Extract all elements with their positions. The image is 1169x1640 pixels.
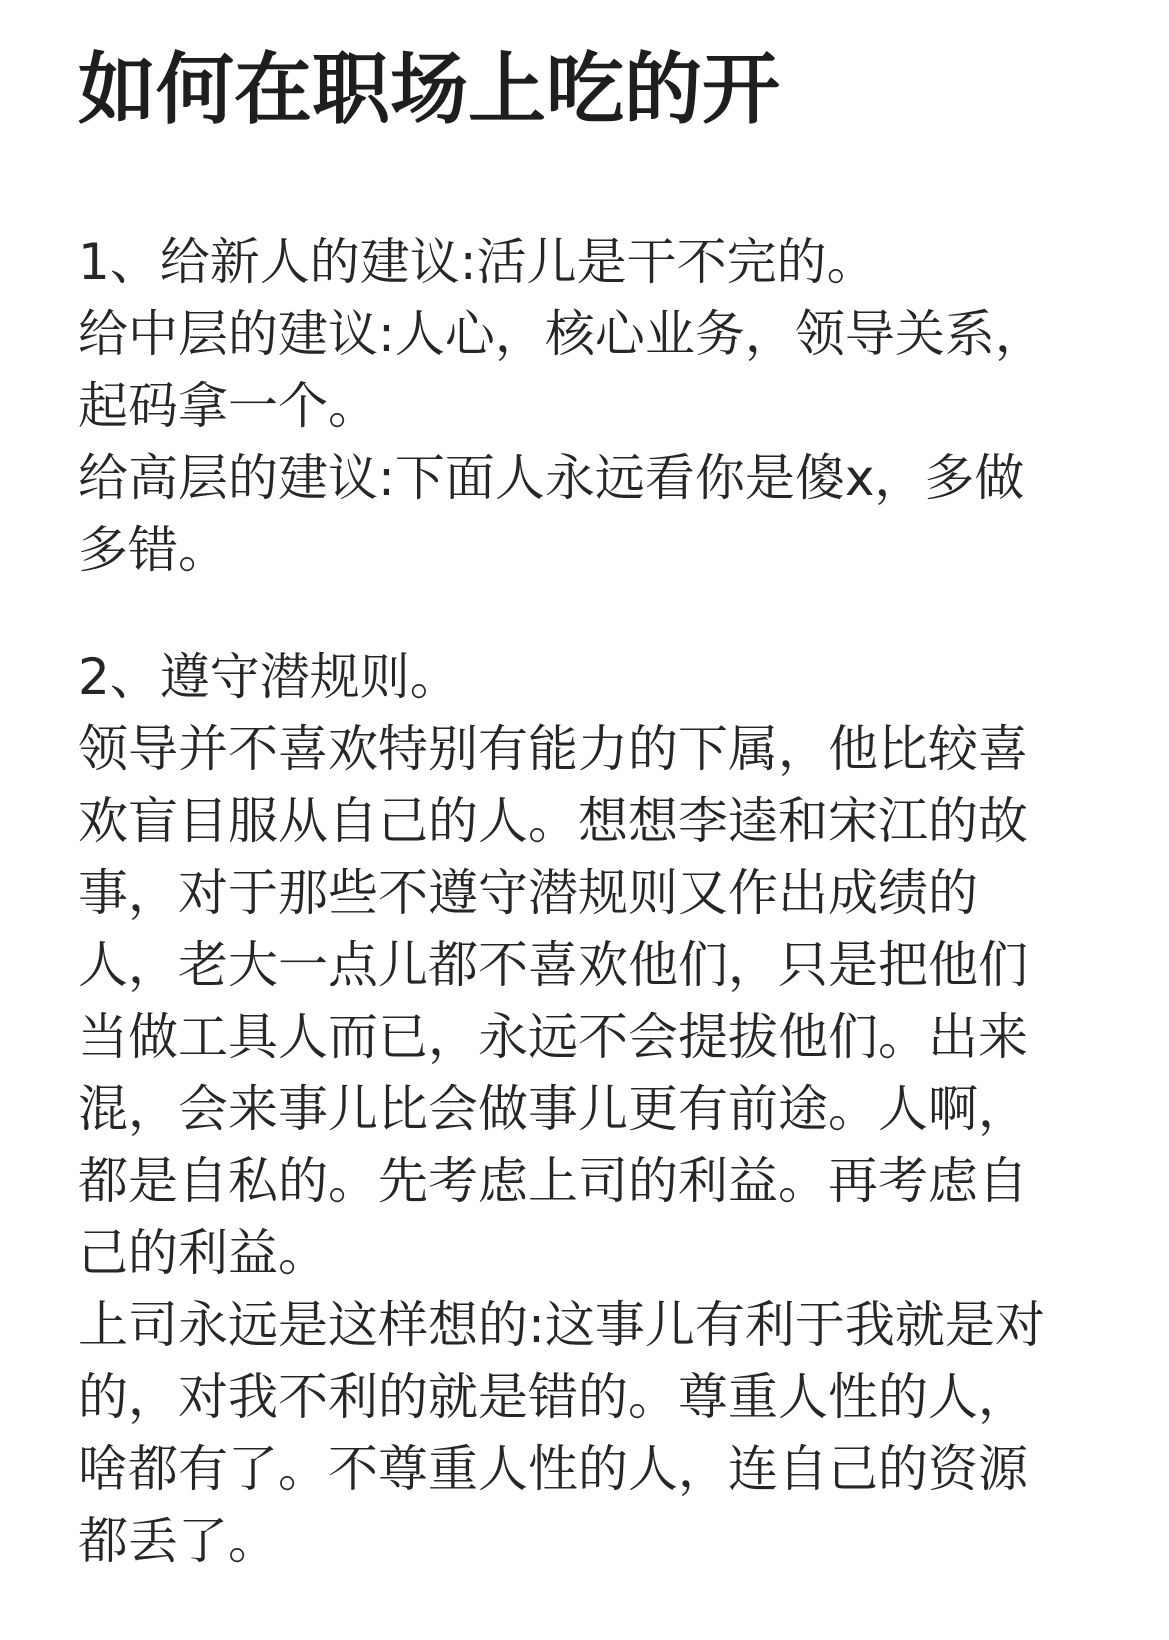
paragraph-line: 1、给新人的建议:活儿是干不完的。: [78, 233, 877, 291]
paragraph-line: 起码拿一个。: [78, 377, 378, 435]
paragraph-line: 给高层的建议:下面人永远看你是傻x，多做: [78, 449, 1025, 507]
paragraph-line: 给中层的建议:人心，核心业务，领导关系，: [78, 305, 1045, 363]
paragraph-line: 混，会来事儿比会做事儿更有前途。人啊，: [78, 1080, 1028, 1138]
paragraph-line: 当做工具人而已，永远不会提拔他们。出来: [78, 1008, 1028, 1066]
paragraph-line: 都是自私的。先考虑上司的利益。再考虑自: [78, 1152, 1028, 1210]
article-body: [78, 226, 1138, 1577]
section-spacer: [78, 586, 1138, 641]
paragraph-line: 多错。: [78, 521, 228, 579]
paragraph-line: 欢盲目服从自己的人。想想李逵和宋江的故: [78, 792, 1028, 850]
section-1: [78, 226, 1138, 586]
paragraph-line: 的，对我不利的就是错的。尊重人性的人，: [78, 1368, 1028, 1426]
paragraph-line: 事，对于那些不遵守潜规则又作出成绩的: [78, 864, 978, 922]
paragraph-line: 都丢了。: [78, 1512, 278, 1570]
paragraph-line: 人，老大一点儿都不喜欢他们，只是把他们: [78, 936, 1028, 994]
section-2: [78, 641, 1138, 1577]
article-title: 如何在职场上吃的开: [78, 45, 781, 135]
paragraph-line: 2、遵守潜规则。: [78, 648, 460, 706]
paragraph-line: 上司永远是这样想的:这事儿有利于我就是对: [78, 1296, 1045, 1354]
paragraph-line: 领导并不喜欢特别有能力的下属，他比较喜: [78, 720, 1028, 778]
paragraph-line: 啥都有了。不尊重人性的人，连自己的资源: [78, 1440, 1028, 1498]
paragraph-line: 己的利益。: [78, 1224, 328, 1282]
